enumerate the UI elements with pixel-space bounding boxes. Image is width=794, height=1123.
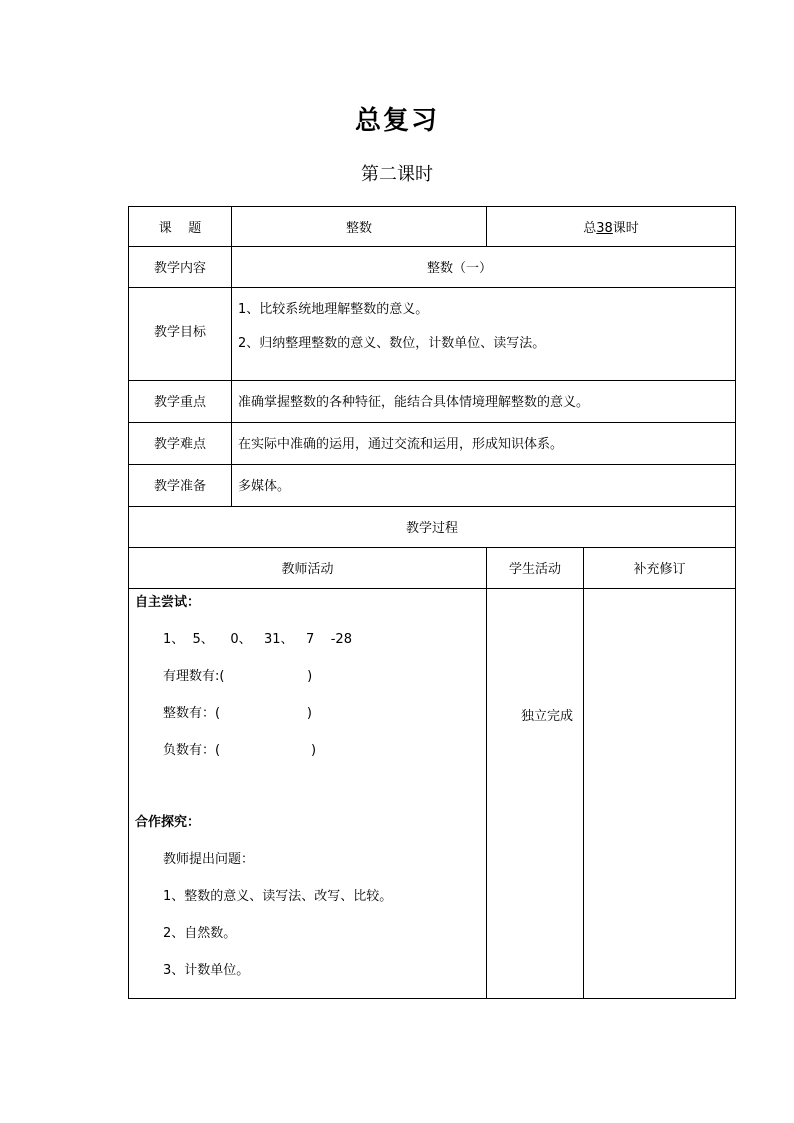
topic-row	[129, 207, 736, 247]
total-suffix: 课时	[612, 221, 639, 236]
difficulty-label: 教学难点	[129, 423, 232, 465]
numbers-line: 1、 5、 0、 31、 7 -28	[163, 632, 352, 647]
topic-label: 课 题	[129, 207, 232, 247]
coop-heading: 合作探究：	[135, 815, 201, 830]
content-label: 教学内容	[129, 247, 232, 288]
topic-value: 整数	[232, 207, 487, 247]
process-body-row	[129, 589, 736, 999]
prep-label: 教学准备	[129, 465, 232, 507]
notes-cell	[584, 589, 736, 999]
col-teacher-header: 教师活动	[129, 548, 487, 589]
goal-item: 1、比较系统地理解整数的意义。	[238, 302, 429, 317]
page-title: 总复习	[354, 106, 439, 136]
process-header-row	[129, 548, 736, 589]
rational-line: 有理数有:( )	[163, 669, 313, 684]
negative-line: 负数有：( )	[163, 743, 317, 758]
col-student-header: 学生活动	[487, 548, 584, 589]
student-activity-cell	[487, 589, 584, 999]
total-prefix: 总	[583, 221, 597, 236]
process-title-row	[129, 507, 736, 548]
process-item: 3、计数单位。	[163, 963, 250, 978]
key-row	[129, 381, 736, 423]
key-value: 准确掌握整数的各种特征，能结合具体情境理解整数的意义。	[232, 381, 736, 423]
total-lessons	[487, 207, 736, 247]
lesson-plan-table	[128, 206, 736, 999]
process-item: 1、整数的意义、读写法、改写、比较。	[163, 889, 393, 904]
integer-line: 整数有：( )	[163, 706, 312, 721]
prep-value: 多媒体。	[232, 465, 736, 507]
self-try-heading: 自主尝试：	[135, 595, 201, 610]
student-activity: 独立完成	[521, 709, 574, 724]
goals-cell	[232, 288, 736, 381]
content-row	[129, 247, 736, 288]
content-value: 整数（一）	[232, 247, 736, 288]
goals-label: 教学目标	[129, 288, 232, 381]
process-title: 教学过程	[129, 507, 736, 548]
col-notes-header: 补充修订	[584, 548, 736, 589]
teacher-question: 教师提出问题：	[163, 852, 255, 867]
difficulty-row	[129, 423, 736, 465]
key-label: 教学重点	[129, 381, 232, 423]
teacher-activity-cell	[129, 589, 487, 999]
prep-row	[129, 465, 736, 507]
page-subtitle: 第二课时	[361, 164, 433, 185]
total-number: 38	[596, 221, 613, 236]
goal-item: 2、归纳整理整数的意义、数位，计数单位、读写法。	[238, 336, 546, 351]
difficulty-value: 在实际中准确的运用，通过交流和运用，形成知识体系。	[232, 423, 736, 465]
process-item: 2、自然数。	[163, 926, 237, 941]
goals-row	[129, 288, 736, 381]
